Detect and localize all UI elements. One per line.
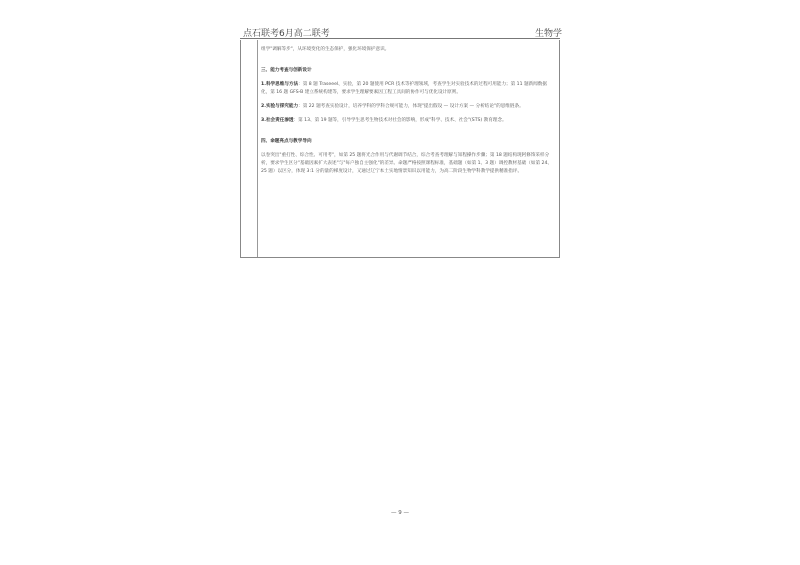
item1-text: ：第 8 题 Traseeel、实验，第 20 题使用 PCR 技术等护理领域，考查学生对实验技术的过程可用能力；第 11 题新闻数据化，第 16 题 GFS-B 建立系统构建等，要求学生理解要素因工程工具间的协作可与优化设计原则。 xyxy=(261,82,547,95)
item3-text: ：第 13、第 19 题等，引导学生思考生物技术对社会的影响，形成"科学、技术、社会"(STS) 教育理念。 xyxy=(293,118,507,123)
item2-label: 2.实验与探究能力 xyxy=(261,104,299,109)
intro-line: 组学"调解等步"，从环境变化的生态保护，强化环境保护意识。 xyxy=(261,47,390,52)
item1-label: 1.科学思维与方法 xyxy=(261,82,299,87)
page-number: — 9 — xyxy=(391,510,409,516)
content-box xyxy=(240,40,560,258)
left-column-divider xyxy=(257,40,258,257)
header-subject: 生物学 xyxy=(535,29,563,39)
item3-paragraph xyxy=(261,117,553,125)
item2-text: ：第 22 题考查实验设计，培养学科的学科合规可能力，体现"提出假设 — 设计方案 — 分析结论"的思维链条。 xyxy=(298,104,524,109)
section3-title: 三、能力考查与创新设计 xyxy=(261,68,312,73)
header-rule xyxy=(240,38,560,39)
item1-paragraph xyxy=(261,81,553,97)
item2-paragraph xyxy=(261,103,553,111)
item3-label: 3.社会责任渗透 xyxy=(261,118,294,123)
section4-paragraph: 以卷突出"重打性、综合性、可用考"，如第 25 题将光合作用与代谢调节结合，综合考查考理解与知程操作步骤；第 18 题结构现阿修饰采样分析，要求学生区分"基础因素扩大表述"与"每户独自主强化"的差异。命题严格按照课程标准，基础题（如第 1、3 题）调控教材基础（如第 24、25 题）以区分，体现 3:1 分的量的梯度设计，又通过辽宁本土实地情景知识以用能力，为高二阶段生物学科教学提供精准指评。 xyxy=(261,153,552,174)
header-exam-title: 点石联考6月高二联考 xyxy=(243,29,330,39)
section4-title: 四、命题亮点与教学导向 xyxy=(261,139,312,144)
content-body xyxy=(261,46,553,176)
